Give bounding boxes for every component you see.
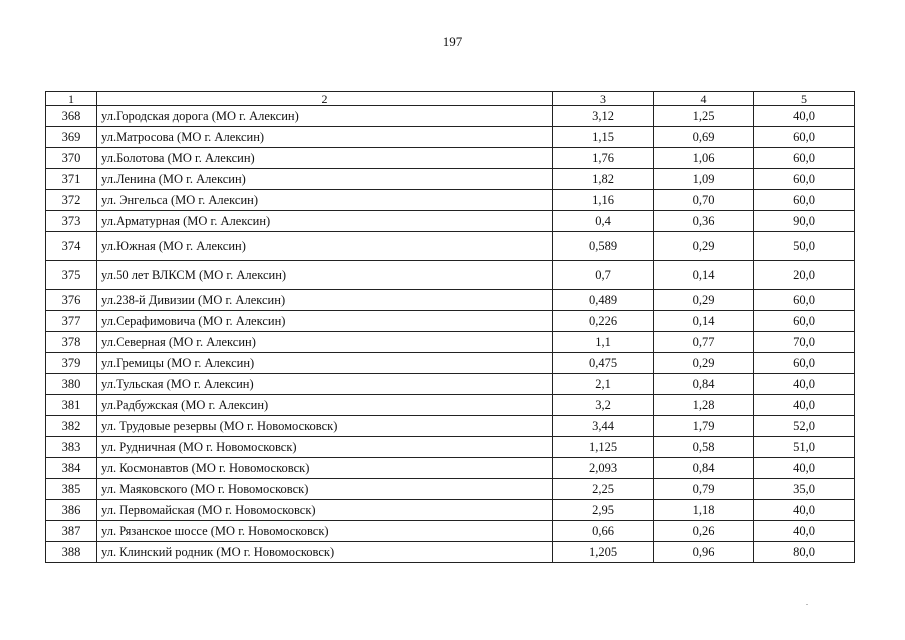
table-row (46, 395, 855, 416)
street-name: ул.50 лет ВЛКСМ (МО г. Алексин) (97, 261, 553, 290)
value-col-5: 40,0 (754, 458, 855, 479)
value-col-3: 1,205 (553, 542, 654, 563)
street-name: ул.Тульская (МО г. Алексин) (97, 374, 553, 395)
row-number: 387 (46, 521, 97, 542)
table-row (46, 458, 855, 479)
value-col-4: 0,77 (654, 332, 754, 353)
table-row (46, 169, 855, 190)
value-col-5: 60,0 (754, 311, 855, 332)
row-number: 380 (46, 374, 97, 395)
street-name: ул. Трудовые резервы (МО г. Новомосковск) (97, 416, 553, 437)
value-col-4: 0,84 (654, 458, 754, 479)
value-col-4: 0,36 (654, 211, 754, 232)
value-col-5: 40,0 (754, 395, 855, 416)
table-row (46, 437, 855, 458)
street-name: ул. Энгельса (МО г. Алексин) (97, 190, 553, 211)
street-name: ул. Рудничная (МО г. Новомосковск) (97, 437, 553, 458)
value-col-4: 0,84 (654, 374, 754, 395)
value-col-4: 0,14 (654, 261, 754, 290)
value-col-5: 40,0 (754, 521, 855, 542)
street-name: ул. Маяковского (МО г. Новомосковск) (97, 479, 553, 500)
row-number: 371 (46, 169, 97, 190)
row-number: 382 (46, 416, 97, 437)
value-col-4: 0,79 (654, 479, 754, 500)
street-name: ул. Клинский родник (МО г. Новомосковск) (97, 542, 553, 563)
value-col-4: 1,25 (654, 106, 754, 127)
value-col-4: 1,09 (654, 169, 754, 190)
street-name: ул.Гремицы (МО г. Алексин) (97, 353, 553, 374)
value-col-3: 3,2 (553, 395, 654, 416)
value-col-5: 60,0 (754, 148, 855, 169)
column-header-2: 2 (97, 92, 553, 106)
value-col-4: 1,06 (654, 148, 754, 169)
value-col-3: 0,475 (553, 353, 654, 374)
value-col-3: 3,44 (553, 416, 654, 437)
value-col-4: 0,69 (654, 127, 754, 148)
value-col-3: 0,589 (553, 232, 654, 261)
table-row (46, 127, 855, 148)
row-number: 388 (46, 542, 97, 563)
table-row (46, 521, 855, 542)
value-col-3: 1,15 (553, 127, 654, 148)
table-row (46, 311, 855, 332)
value-col-4: 0,29 (654, 290, 754, 311)
row-number: 385 (46, 479, 97, 500)
value-col-5: 51,0 (754, 437, 855, 458)
street-name: ул. Космонавтов (МО г. Новомосковск) (97, 458, 553, 479)
street-name: ул.Ленина (МО г. Алексин) (97, 169, 553, 190)
value-col-5: 40,0 (754, 500, 855, 521)
street-name: ул.Городская дорога (МО г. Алексин) (97, 106, 553, 127)
value-col-4: 1,28 (654, 395, 754, 416)
value-col-3: 1,76 (553, 148, 654, 169)
value-col-5: 60,0 (754, 169, 855, 190)
value-col-3: 2,093 (553, 458, 654, 479)
row-number: 378 (46, 332, 97, 353)
value-col-5: 60,0 (754, 190, 855, 211)
value-col-3: 2,25 (553, 479, 654, 500)
row-number: 368 (46, 106, 97, 127)
street-name: ул.Северная (МО г. Алексин) (97, 332, 553, 353)
table-row (46, 542, 855, 563)
value-col-3: 0,489 (553, 290, 654, 311)
value-col-5: 90,0 (754, 211, 855, 232)
value-col-3: 1,16 (553, 190, 654, 211)
value-col-5: 52,0 (754, 416, 855, 437)
value-col-4: 0,14 (654, 311, 754, 332)
table-row (46, 190, 855, 211)
table-row (46, 232, 855, 261)
table-row (46, 211, 855, 232)
table-row (46, 290, 855, 311)
value-col-5: 60,0 (754, 290, 855, 311)
value-col-4: 0,26 (654, 521, 754, 542)
scan-speck (806, 604, 808, 605)
column-header-3: 3 (553, 92, 654, 106)
value-col-3: 2,95 (553, 500, 654, 521)
value-col-5: 40,0 (754, 374, 855, 395)
value-col-4: 0,96 (654, 542, 754, 563)
value-col-3: 1,82 (553, 169, 654, 190)
street-name: ул.Радбужская (МО г. Алексин) (97, 395, 553, 416)
value-col-3: 3,12 (553, 106, 654, 127)
table-row (46, 353, 855, 374)
value-col-4: 0,58 (654, 437, 754, 458)
table-row (46, 332, 855, 353)
value-col-4: 1,79 (654, 416, 754, 437)
page-number: 197 (442, 34, 463, 49)
row-number: 370 (46, 148, 97, 169)
value-col-3: 2,1 (553, 374, 654, 395)
header-row (46, 92, 855, 106)
value-col-3: 0,226 (553, 311, 654, 332)
column-header-4: 4 (654, 92, 754, 106)
value-col-5: 35,0 (754, 479, 855, 500)
value-col-4: 0,29 (654, 232, 754, 261)
table-row (46, 500, 855, 521)
street-name: ул.238-й Дивизии (МО г. Алексин) (97, 290, 553, 311)
column-header-1: 1 (46, 92, 97, 106)
row-number: 381 (46, 395, 97, 416)
value-col-3: 0,66 (553, 521, 654, 542)
value-col-5: 60,0 (754, 353, 855, 374)
column-header-5: 5 (754, 92, 855, 106)
value-col-5: 20,0 (754, 261, 855, 290)
row-number: 386 (46, 500, 97, 521)
table-row (46, 479, 855, 500)
value-col-4: 1,18 (654, 500, 754, 521)
table-row (46, 416, 855, 437)
street-name: ул.Матросова (МО г. Алексин) (97, 127, 553, 148)
street-name: ул.Болотова (МО г. Алексин) (97, 148, 553, 169)
street-name: ул.Арматурная (МО г. Алексин) (97, 211, 553, 232)
row-number: 377 (46, 311, 97, 332)
street-name: ул. Первомайская (МО г. Новомосковск) (97, 500, 553, 521)
table-row (46, 374, 855, 395)
row-number: 373 (46, 211, 97, 232)
roads-table (45, 91, 855, 563)
value-col-5: 80,0 (754, 542, 855, 563)
row-number: 376 (46, 290, 97, 311)
row-number: 379 (46, 353, 97, 374)
value-col-3: 1,125 (553, 437, 654, 458)
value-col-5: 70,0 (754, 332, 855, 353)
street-name: ул. Рязанское шоссе (МО г. Новомосковск) (97, 521, 553, 542)
row-number: 372 (46, 190, 97, 211)
value-col-5: 40,0 (754, 106, 855, 127)
value-col-4: 0,70 (654, 190, 754, 211)
value-col-3: 1,1 (553, 332, 654, 353)
table-row (46, 261, 855, 290)
value-col-4: 0,29 (654, 353, 754, 374)
value-col-5: 50,0 (754, 232, 855, 261)
row-number: 369 (46, 127, 97, 148)
row-number: 384 (46, 458, 97, 479)
value-col-3: 0,4 (553, 211, 654, 232)
row-number: 383 (46, 437, 97, 458)
table-row (46, 106, 855, 127)
row-number: 375 (46, 261, 97, 290)
row-number: 374 (46, 232, 97, 261)
street-name: ул.Южная (МО г. Алексин) (97, 232, 553, 261)
value-col-5: 60,0 (754, 127, 855, 148)
value-col-3: 0,7 (553, 261, 654, 290)
street-name: ул.Серафимовича (МО г. Алексин) (97, 311, 553, 332)
table-row (46, 148, 855, 169)
